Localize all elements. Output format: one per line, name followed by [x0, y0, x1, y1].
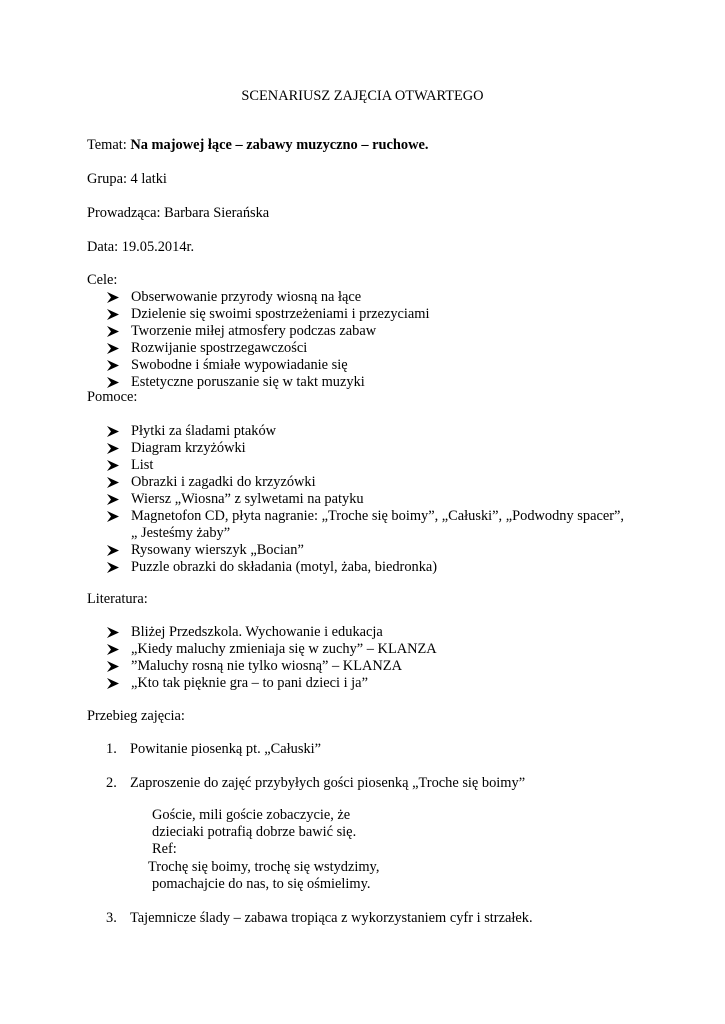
course-step: 3. Tajemnicze ślady – zabawa tropiąca z wykorzystaniem cyfr i strzałek. — [106, 910, 533, 926]
list-item: List — [107, 457, 631, 474]
list-item: Tworzenie miłej atmosfery podczas zabaw — [107, 323, 430, 340]
literature-list — [107, 624, 437, 692]
list-item: Estetyczne poruszanie się w takt muzyki — [107, 374, 430, 391]
arrow-bullet-icon — [107, 440, 121, 457]
list-item: Bliżej Przedszkola. Wychowanie i edukacja — [107, 624, 437, 641]
list-item: Dzielenie się swoimi spostrzeżeniami i przezyciami — [107, 306, 430, 323]
list-item: „Kiedy maluchy zmieniaja się w zuchy” – KLANZA — [107, 641, 437, 658]
arrow-bullet-icon — [107, 675, 121, 692]
arrow-bullet-icon — [107, 624, 121, 641]
arrow-bullet-icon — [107, 542, 121, 559]
list-item: ”Maluchy rosną nie tylko wiosną” – KLANZA — [107, 658, 437, 675]
list-item: Obserwowanie przyrody wiosną na łące — [107, 289, 430, 306]
song-line: dzieciaki potrafią dobrze bawić się. — [152, 824, 357, 841]
topic-line — [87, 137, 429, 154]
course-step: 2. Zaproszenie do zajęć przybyłych gości piosenką „Troche się boimy” — [106, 775, 526, 791]
arrow-bullet-icon — [107, 508, 121, 525]
song-line: pomachajcie do nas, to się ośmielimy. — [152, 875, 371, 892]
course-step-list — [106, 910, 533, 927]
goals-list — [107, 289, 430, 391]
course-heading: Przebieg zajęcia: — [87, 708, 185, 724]
song-line: Ref: — [152, 841, 177, 858]
list-item: Rysowany wierszyk „Bocian” — [107, 542, 631, 559]
teacher-line: Prowadząca: Barbara Sierańska — [87, 205, 270, 221]
course-step-list — [106, 775, 525, 792]
list-item: Magnetofon CD, płyta nagranie: „Troche się boimy”, „Całuski”, „Podwodny spacer”, „ Jesteśmy żaby” — [107, 508, 631, 542]
song-lyrics — [148, 807, 379, 893]
list-item: „Kto tak pięknie gra – to pani dzieci i ja” — [107, 675, 437, 692]
course-step-list — [106, 741, 321, 758]
date-line: Data: 19.05.2014r. — [87, 239, 195, 255]
arrow-bullet-icon — [107, 641, 121, 658]
arrow-bullet-icon — [107, 491, 121, 508]
aids-list — [107, 423, 631, 576]
arrow-bullet-icon — [107, 474, 121, 491]
list-item: Swobodne i śmiałe wypowiadanie się — [107, 357, 430, 374]
song-line: Goście, mili goście zobaczycie, że — [152, 807, 351, 823]
arrow-bullet-icon — [107, 559, 121, 576]
group-line: Grupa: 4 latki — [87, 171, 167, 187]
list-item: Wiersz „Wiosna” z sylwetami na patyku — [107, 491, 631, 508]
list-item: Puzzle obrazki do składania (motyl, żaba, biedronka) — [107, 559, 631, 576]
arrow-bullet-icon — [107, 357, 121, 374]
arrow-bullet-icon — [107, 323, 121, 340]
page-title: SCENARIUSZ ZAJĘCIA OTWARTEGO — [241, 88, 484, 104]
list-item: Płytki za śladami ptaków — [107, 423, 631, 440]
literature-heading: Literatura: — [87, 591, 148, 607]
goals-heading: Cele: — [87, 272, 118, 288]
arrow-bullet-icon — [107, 423, 121, 440]
song-line: Trochę się boimy, trochę się wstydzimy, — [148, 858, 380, 875]
arrow-bullet-icon — [107, 306, 121, 323]
list-item: Rozwijanie spostrzegawczości — [107, 340, 430, 357]
course-step: 1. Powitanie piosenką pt. „Całuski” — [106, 741, 322, 757]
aids-heading: Pomoce: — [87, 389, 138, 405]
list-item: Obrazki i zagadki do krzyzówki — [107, 474, 631, 491]
list-item: Diagram krzyżówki — [107, 440, 631, 457]
arrow-bullet-icon — [107, 289, 121, 306]
arrow-bullet-icon — [107, 658, 121, 675]
arrow-bullet-icon — [107, 340, 121, 357]
topic-label: Temat: — [87, 137, 131, 153]
topic-value: Na majowej łące – zabawy muzyczno – ruchowe. — [130, 137, 429, 153]
arrow-bullet-icon — [107, 457, 121, 474]
